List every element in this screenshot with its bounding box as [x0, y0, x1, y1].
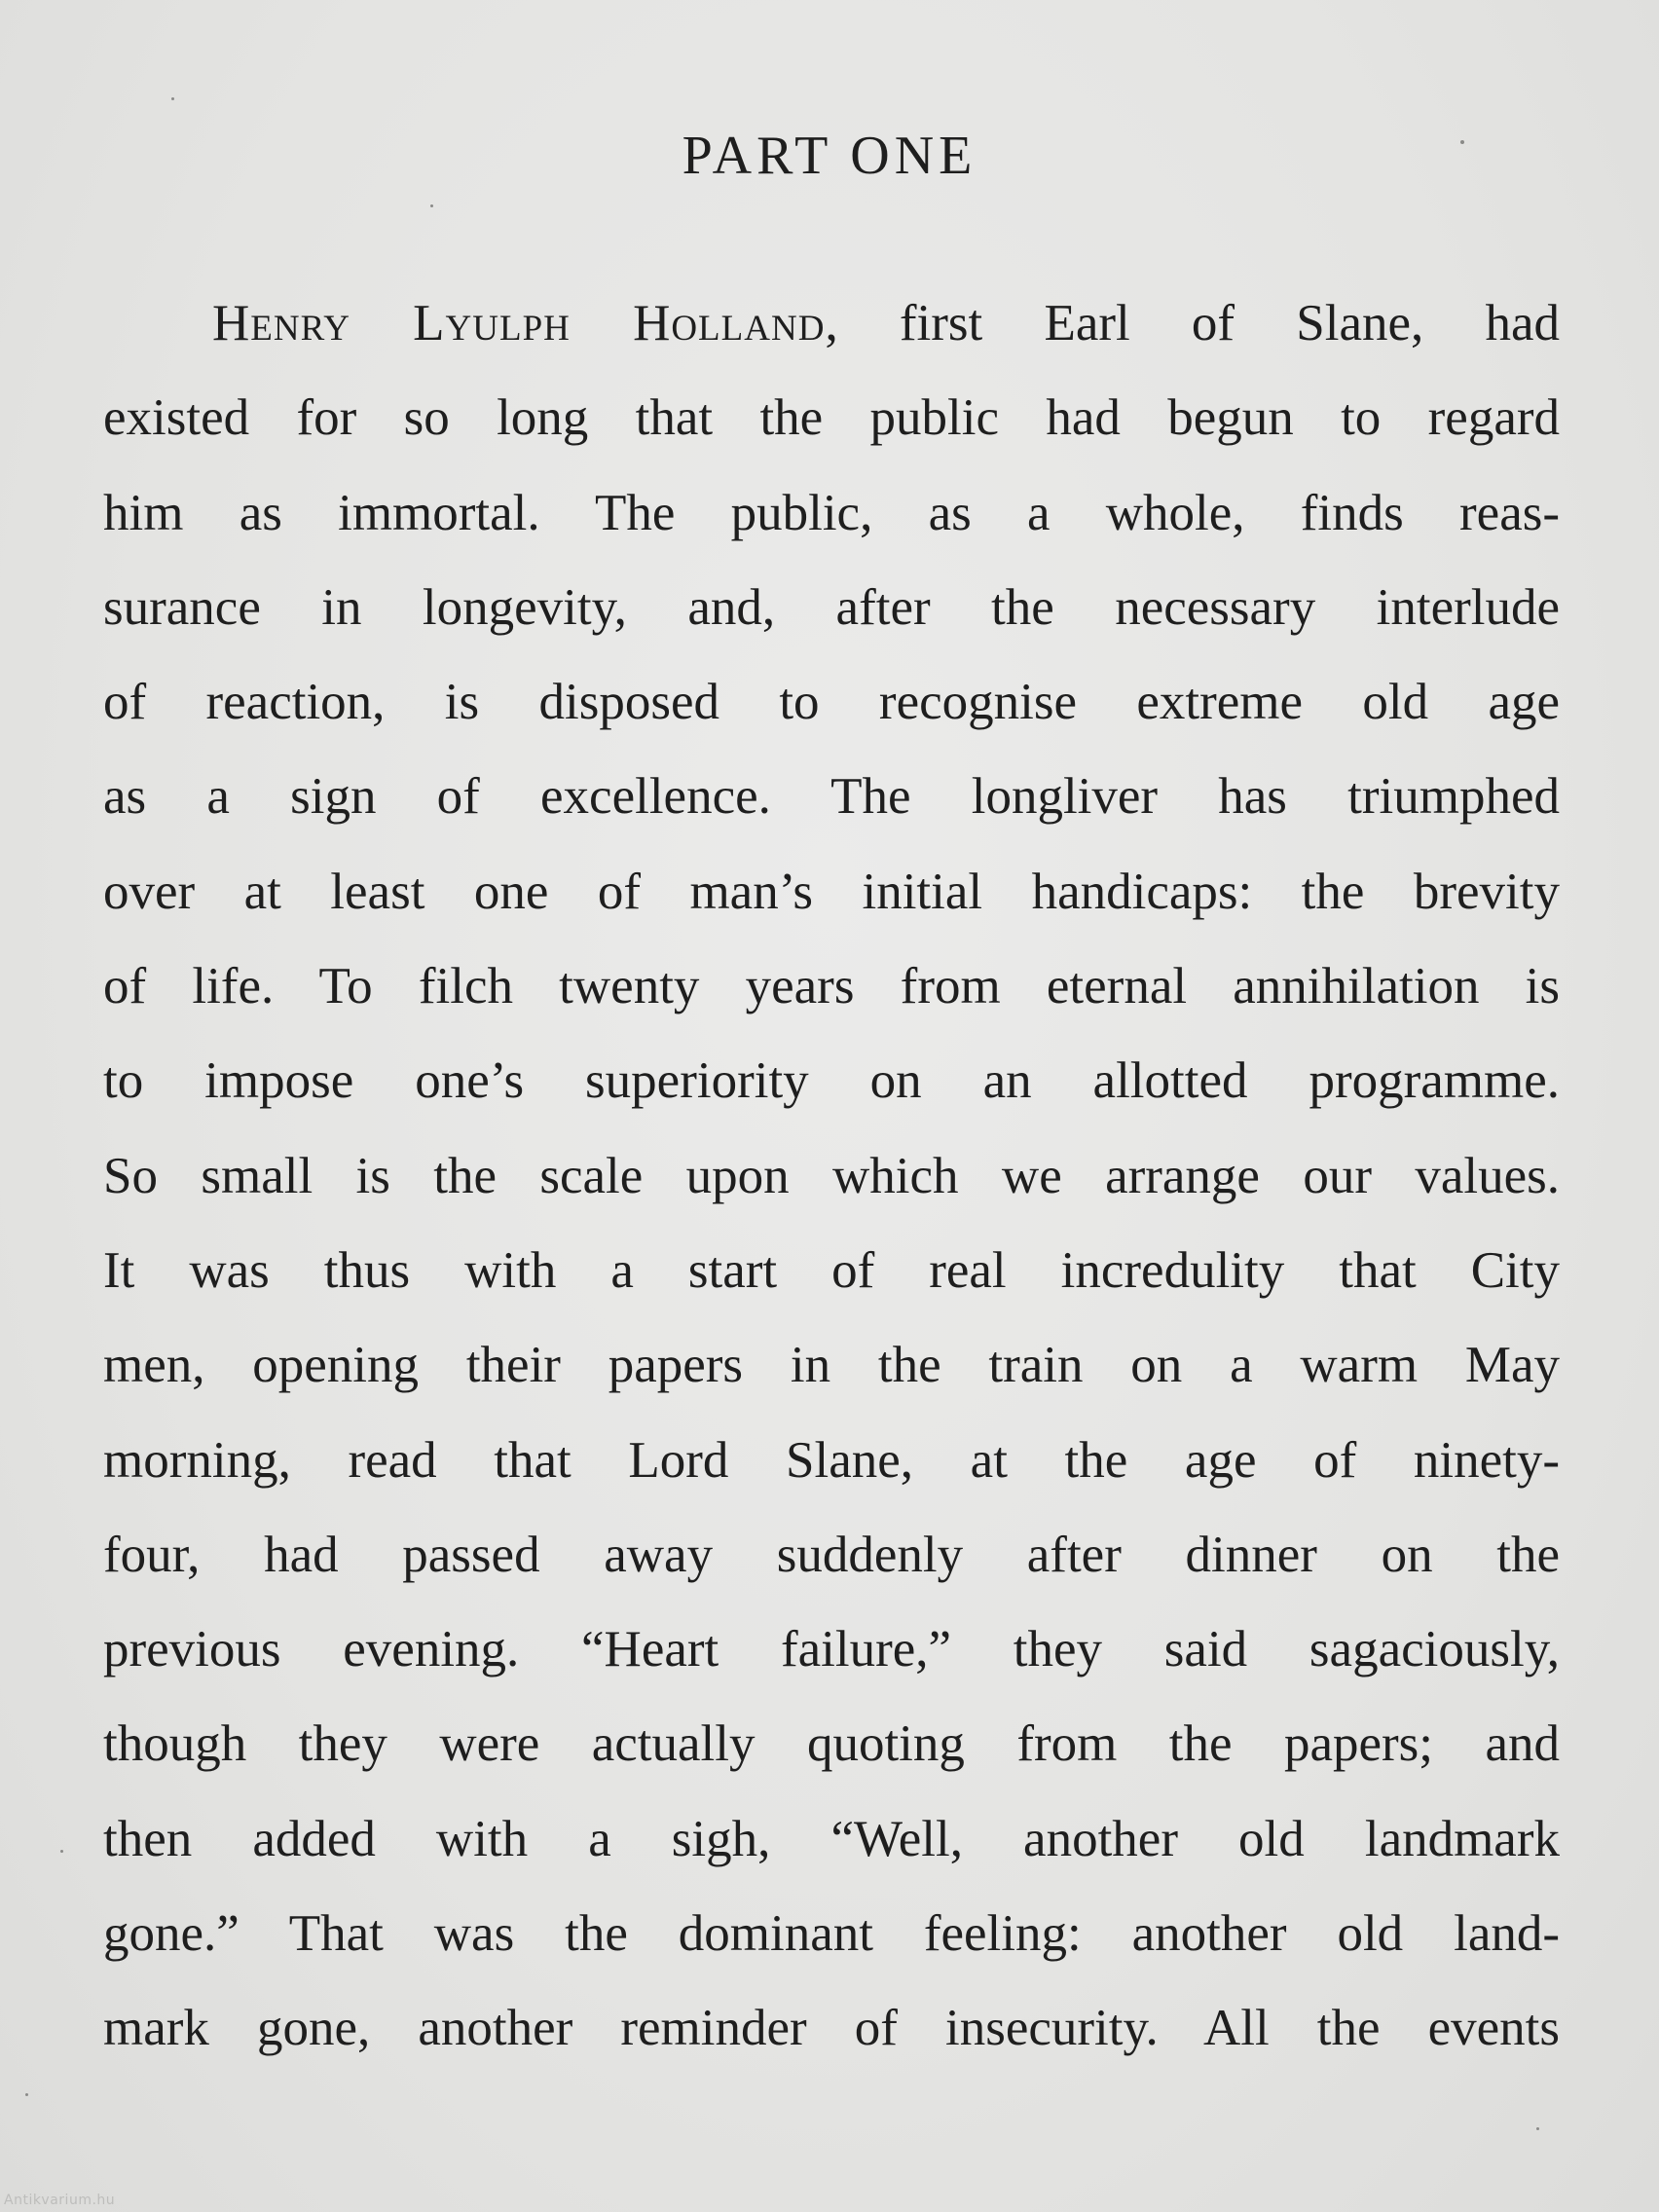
text-line: It was thus with a start of real incredulity that City [103, 1241, 1560, 1299]
text-line: as a sign of excellence. The longliver has triumphed [103, 768, 1560, 826]
body-text [103, 276, 1560, 2077]
chapter-heading: PART ONE [682, 126, 977, 186]
paper-speck [25, 2093, 28, 2096]
text-line: of life. To filch twenty years from eternal annihilation is [103, 958, 1560, 1015]
paper-speck [1536, 2127, 1539, 2130]
text-line: surance in longevity, and, after the necessary interlude [103, 578, 1560, 636]
opening-name: Henry Lyulph Holland [212, 295, 826, 351]
text-line: men, opening their papers in the train on a warm May [103, 1337, 1560, 1394]
text-line: four, had passed away suddenly after dinner on the [103, 1526, 1560, 1583]
paper-speck [60, 1850, 63, 1853]
paper-speck [430, 204, 433, 207]
text-line: of reaction, is disposed to recognise extreme old age [103, 674, 1560, 731]
text-line: So small is the scale upon which we arrange our values. [103, 1147, 1560, 1204]
text-line: previous evening. “Heart failure,” they said sagaciously, [103, 1621, 1560, 1678]
text-line: him as immortal. The public, as a whole, finds reas- [103, 484, 1560, 541]
text-line: to impose one’s superiority on an allotted programme. [103, 1052, 1560, 1110]
text-line: Henry Lyulph Holland, first Earl of Slane, had [212, 295, 1560, 351]
paper-speck [171, 97, 174, 100]
text-line: though they were actually quoting from the papers; and [103, 1715, 1560, 1773]
text-line: mark gone, another reminder of insecurity. All the events [103, 2000, 1560, 2057]
text-line: morning, read that Lord Slane, at the age of ninety- [103, 1431, 1560, 1489]
paper-speck [1460, 140, 1464, 144]
text-line: existed for so long that the public had begun to regard [103, 389, 1560, 447]
text-line: then added with a sigh, “Well, another old landmark [103, 1810, 1560, 1867]
text-line: over at least one of man’s initial handicaps: the brevity [103, 863, 1560, 920]
text-line: gone.” That was the dominant feeling: another old land- [103, 1905, 1560, 1963]
watermark: Antikvarium.hu [4, 2193, 116, 2208]
